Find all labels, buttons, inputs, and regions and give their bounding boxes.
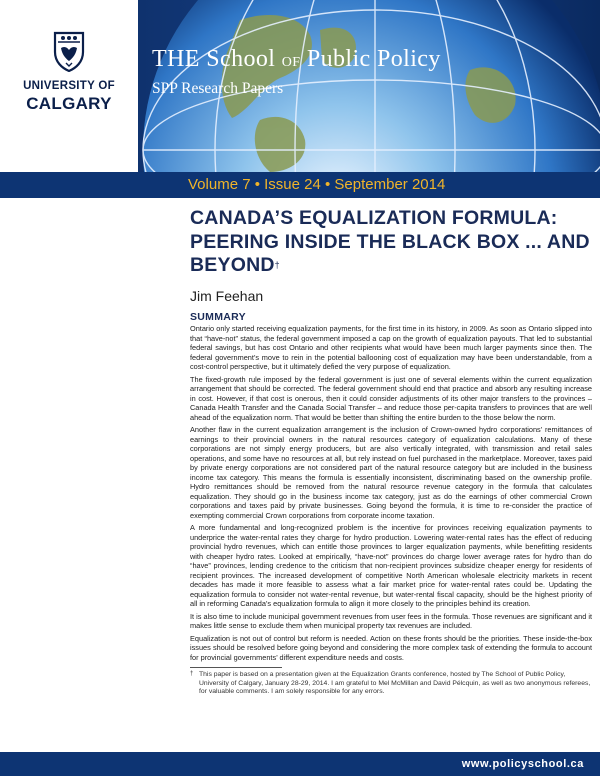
university-crest-icon — [52, 30, 86, 72]
footnote-text: This paper is based on a presentation given at the Equalization Grants conference, hosted by The School of Public Policy, University of Calgary, January 28-29, 2014. I am grateful to Mel McMillan and David Pélcquin, as well as two anonymous referees, for valuable comments. I am solely responsible for any errors. — [199, 671, 591, 696]
header-banner — [0, 0, 600, 172]
university-logo[interactable] — [0, 0, 138, 172]
school-title-name-1: School — [206, 46, 276, 72]
summary-paragraph: It is also time to include municipal government revenues from user fees in the formula. Those revenues are significant and it makes little sense to exclude them when municipal property tax revenues are included. — [190, 611, 592, 631]
university-name-line1: UNIVERSITY OF — [23, 80, 115, 92]
website-link[interactable]: www.policyschool.ca — [461, 758, 584, 770]
paper-title-text: CANADA’S EQUALIZATION FORMULA: PEERING INSIDE THE BLACK BOX ... AND BEYOND — [190, 207, 590, 276]
series-name: SPP Research Papers — [152, 80, 284, 97]
summary-paragraph: Ontario only started receiving equalization payments, for the first time in its history, in 2009. As soon as Ontario slipped into that “have-not” status, the federal government imposed a cap on the growth of equalization payouts. That led to substantial federal savings, but has cost Ontario and other recipients what would have been much larger payments since then. The federal government’s move to rein in the potential ballooning cost of equalization may have been understandable, from a cost-control perspective, but it ultimately defied the very purpose of equalization. — [190, 324, 592, 372]
school-title-of: OF — [281, 55, 301, 70]
footnote — [190, 671, 592, 697]
summary-paragraph: The fixed-growth rule imposed by the federal government is just one of several elements within the current equalization arrangement that should be corrected. The federal government should end that practice and absorb any resulting increase in cost. However, if that cost is onerous, then it could consider adjustments of its other major transfers to the provinces – Canada Health Transfer and the Canada Social Transfer – and reduce those per-capita transfers to provinces that are well ahead of the equalization norm. That would be better than shifting the entire burden to the those below the norm. — [190, 374, 592, 422]
footnote-divider — [190, 667, 282, 668]
title-footnote-mark: † — [274, 260, 280, 270]
university-name-line2: CALGARY — [26, 94, 112, 113]
school-title — [152, 46, 441, 73]
school-title-the: THE — [152, 46, 200, 72]
summary-paragraph: Equalization is not out of control but reform is needed. Action on these fronts should be the priorities. These inside-the-box issues should be resolved before going beyond and considering the more complex task of extending the formula to account for provincial governments’ different expenditure needs and costs. — [190, 633, 592, 662]
school-title-name-2: Public Policy — [306, 46, 441, 72]
summary-paragraph: A more fundamental and long-recognized problem is the incentive for provinces receiving equalization payments to underprice the water-rental rates they charge for hydro production. Lowering water-rental rates has the effect of reducing provincial hydro revenues, which can entitle those provinces to larger equalization payments, while benefitting residents with cheaper hydro rates. Looked at empirically, “have-not” provinces do charge lower average rates for hydro than do “have” provinces, lending credence to the criticism that non-recipient provinces subsidize cheaper energy for residents of recipient provinces. The increased development of competitive North American wholesale electricity markets in recent decades has made it more feasible to assess what a fair market price for water-rental rates could be. Updating the equalization formula to consider not water-rental revenue, but water-rental fiscal capacity, should be the highest priority of all in reforming Canada’s equalization formula to align it more closely to the principles behind its creation. — [190, 523, 592, 609]
summary-heading: SUMMARY — [190, 310, 246, 323]
author-name: Jim Feehan — [190, 287, 264, 304]
issue-info: Volume 7 • Issue 24 • September 2014 — [188, 176, 446, 193]
summary-paragraph: Another flaw in the current equalization arrangement is the inclusion of Crown-owned hydro corporations’ remittances of earnings to their provincial owners in the natural resources category of equalization calculations. Many of these corporations are not simply energy producers, but are also vertically integrated, with transmission and retail sales operations, and some have no resources at all, but rely instead on fuel purchased in the marketplace. Moreover, taxes paid by private energy corporations are not considered part of the natural resource category but are included in the business income tax category. This means the formula is essentially inconsistent, discriminating based on the ownership profile. Hydro remittances should be removed from the natural resource revenue category in the formula that calculates equalization. They should go in the business income tax category, just as do the earnings of other commercial Crown corporations and taxes paid by private businesses. Going beyond the formula, it is time to re-consider the practice of exempting commercial Crown corporations from corporate income taxation. — [190, 425, 592, 520]
paper-content — [190, 207, 592, 697]
paper-title — [190, 207, 592, 278]
footnote-mark: † — [190, 671, 194, 678]
